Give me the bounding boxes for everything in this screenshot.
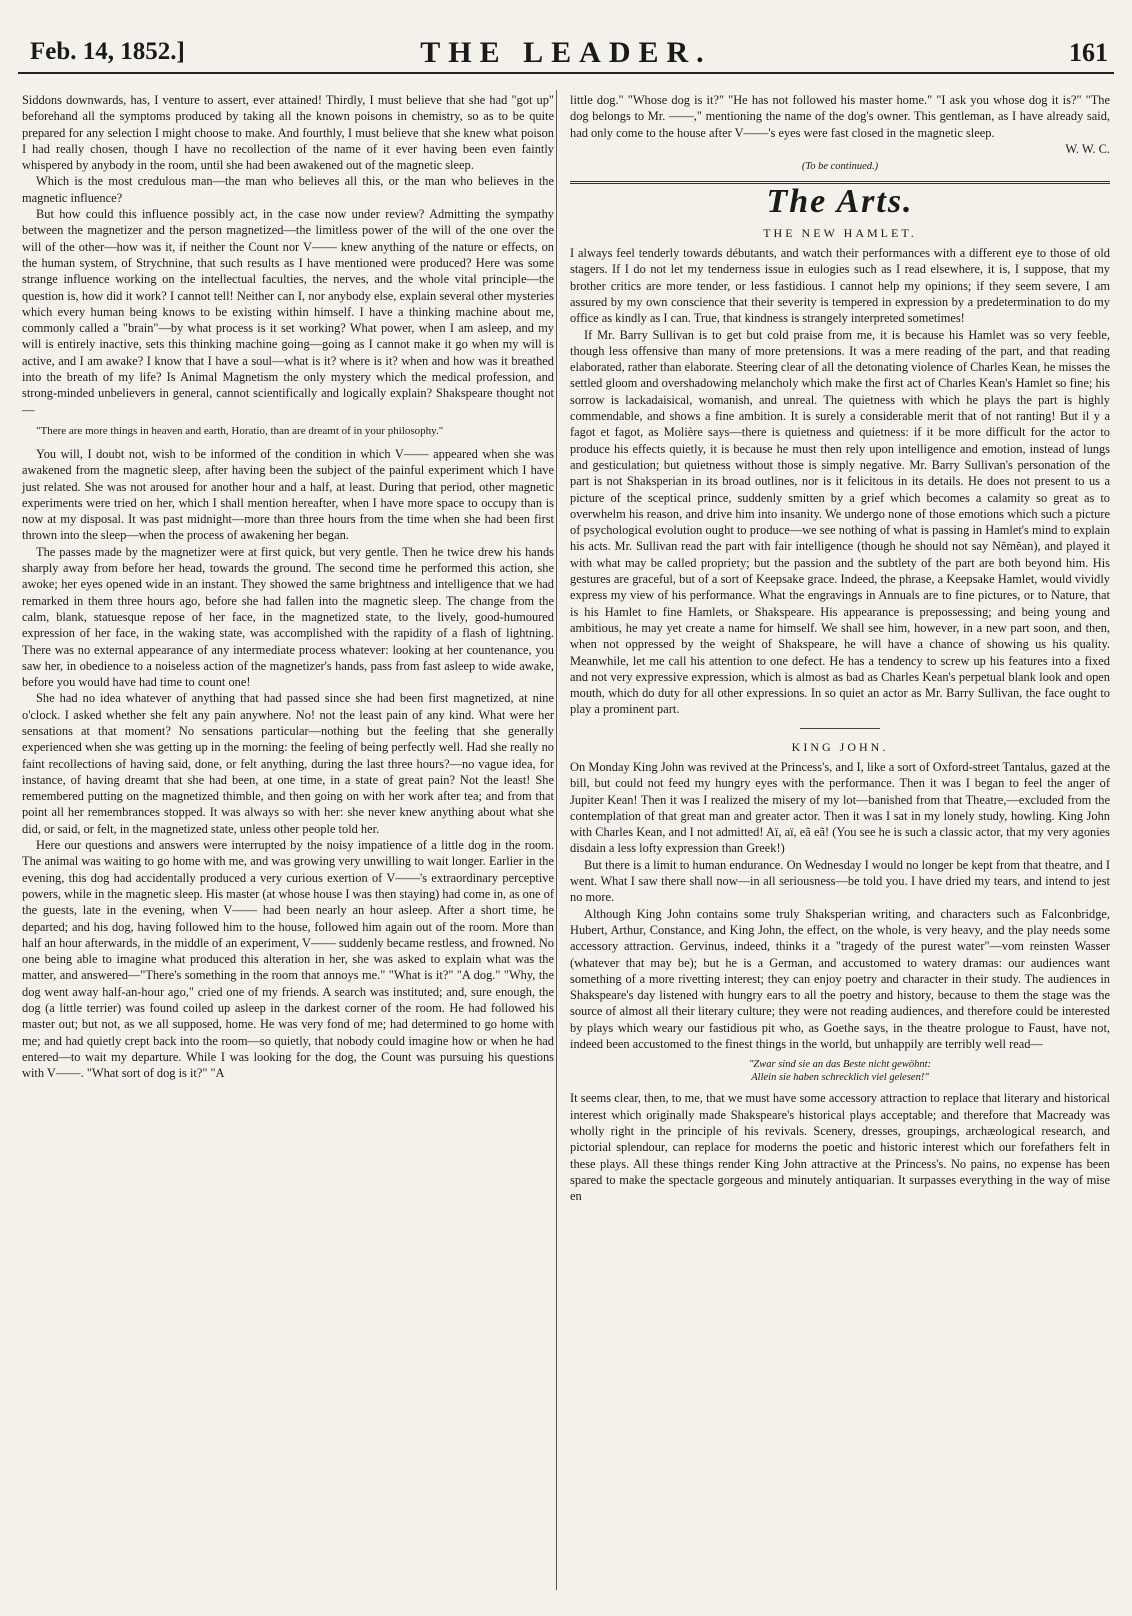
poem-line: Allein sie haben schrecklich viel gelesen!" — [751, 1072, 929, 1084]
section-separator — [800, 728, 880, 729]
review-paragraph: Although King John contains some truly Shaksperian writing, and characters such as Falconbridge, Hubert, Arthur, Constance, and King John, the effect, on the whole, is very heavy, and the play needs some accessory attraction. Gervinus, indeed, thinks it a "tragedy of the purest water"—vom reinsten Wasser (whatever that may be); but he is a German, and accustomed to watery dramas: our audiences want something of a more rivetting interest; they can enjoy poetry and character in their study. The audiences in Shakspeare's day listened with hungry ears to all the poetry and history, because to them the stage was the source of almost all their literary culture; they were not reading audiences, and therefore could be interested by plays which weary our fastidious pit who, as Goethe says, in the theatre prologue to Faust, have not, indeed been accustomed to the finest things in the world, but unhappily are terribly well read— — [570, 906, 1110, 1052]
king-john-heading: KING JOHN. — [791, 739, 889, 754]
article-paragraph: The passes made by the magnetizer were at first quick, but very gentle. Then he twice drew his hands sharply away from before her head, towards the ground. The second time he performed this action, she awoke; her eyes opened wide in an instant. They showed the same brightness and intelligence that we had remarked in them three hours ago, before she had fallen into the magnetic sleep. The change from the calm, blank, statuesque repose of her face, in the magnetized state, to the lively, good-humoured expression of her face, in the waking state, was accomplished with the rapidity of a flash of lightning. There was no external appearance of any intermediate process whatever: looking at her countenance, you saw her, in obedience to a noiseless action of the magnetizer's hands, pass from fast asleep to wide awake, before you would have had time to count one! — [22, 544, 554, 690]
arts-section-heading: The Arts. — [766, 183, 914, 221]
review-paragraph: I always feel tenderly towards débutants, and watch their performances with a different eye to those of old stagers. If I do not let my tenderness issue in eulogies such as I read elsewhere, it is, I suppose, that my brother critics are more tender, or less fastidious. I cannot help my opinions; if they seem severe, I am assured by my own conscience that their severity is tempered in expression by a predetermination to do my office as kindly as I can. True, that kindness is strangely interpreted sometimes! — [570, 246, 1110, 326]
article-paragraph: Which is the most credulous man—the man who believes all this, or the man who believes in the magnetic influence? — [22, 174, 554, 205]
shakespeare-quote: "There are more things in heaven and earth, Horatio, than are dreamt of in your philosophy." — [36, 424, 444, 437]
page-number: 161 — [1069, 38, 1108, 67]
hamlet-heading: THE NEW HAMLET. — [763, 225, 917, 240]
review-paragraph: If Mr. Barry Sullivan is to get but cold praise from me, it is because his Hamlet was so very feeble, though less offensive than many of more pretensions. It was a mere reading of the part, and that reading elaborated, rather than elaborate. Steering clear of all the detonating violence of Charles Kean, he misses the settled gloom and overshadowing melancholy which make the first act of Charles Kean's Hamlet so fine; his sorrow is lackadaisical, womanish, and unreal. The quietness with which he plays the part is highly commendable, and shows a fine ambition. It is surely a considerable merit that of not ranting! But il y a fagot et fagot, as Molière says—there is quietness and quietness: if it be more difficult for the actor to produce his effects quietly, it is because he must then rely upon intelligence and emotion, instead of lungs and gesticulation; but quietness without those is simply negative. Mr. Barry Sullivan's personation of the part is not Shaksperian in its broad outlines, nor is it felicitous in its details. He does not present to us a picture of the sceptical prince, suddenly smitten by a grief which becomes a calamity so great as to overwhelm his reason, and drive him into insanity. We undergo none of those emotions which such a picture of psychological evolution ought to produce—we see nothing of what is passing in Hamlet's mind to explain his acts. Mr. Sullivan read the part with fair intelligence (though he should not say Nĕmĕan), and played it with what may be called propriety; but the passion and the subtlety of the part are both beyond him. His gestures are graceful, but of a sort of Keepsake grace. Indeed, the phrase, a Keepsake Hamlet, would vividly express my view of his performance. What the engravings in Annuals are to fine pictures, or to Nature, that is his Hamlet to fine Hamlets, or Shakspeare. His appearance is prepossessing; and being young and ambitious, he may yet create a name for himself. We shall see him, however, in a new part soon, and then, when not oppressed by the weight of Shakspeare, he will have a chance of showing us his quality. Meanwhile, let me call his attention to one defect. He has a tendency to screw up his features into a fixed and not very expressive expression, which is almost as bad as Charles Kean's perpetual blank look and open mouth, which do duty for all other expressions. In so quiet an actor as Mr. Barry Sullivan, the face ought to play a prominent part. — [570, 327, 1110, 717]
to-be-continued-note: (To be continued.) — [801, 161, 879, 173]
review-paragraph: But there is a limit to human endurance. On Wednesday I would no longer be kept from that theatre, and I went. What I saw there shall now—in all seriousness—be told you. I have dried my tears, and intend to jest no more. — [570, 857, 1110, 905]
goethe-quote — [570, 1058, 1110, 1084]
article-paragraph: Siddons downwards, has, I venture to assert, ever attained! Thirdly, I must believe that she had "got up" beforehand all the symptoms produced by taking all the known poisons in chemistry, so as to be quite prepared for any selection I might choose to make. And fourthly, I must believe that she knew what poison I had really chosen, though I have no recollection of the name of it ever having been even faintly whispered by anybody in the room, until she had been awakened out of the magnetic sleep. — [22, 93, 554, 173]
column-divider — [556, 90, 557, 1590]
right-column — [570, 92, 1110, 1204]
article-paragraph: You will, I doubt not, wish to be informed of the condition in which V—— appeared when she was awakened from the magnetic sleep, after having been the subject of the painful experiment which I have just related. She was not aroused for another hour and a half, at least. During that period, other magnetic experiments were tried on her, which I shall mention hereafter, when I have more space to occupy than is now at my disposal. It was past midnight—more than three hours from the time when she had been first thrown into the sleep—when the process of awakening her began. — [22, 446, 554, 543]
author-signature: W. W. C. — [1065, 141, 1110, 156]
article-paragraph: Here our questions and answers were interrupted by the noisy impatience of a little dog in the room. The animal was waiting to go home with me, and was growing very unwilling to wait longer. Earlier in the evening, this dog had accidentally produced a very curious exertion of V——'s extraordinary perceptive powers, while in the magnetic sleep. His master (at whose house I was then staying) had come in, as one of the guests, late in the evening, when V—— had been nearly an hour asleep. After a short time, he departed; and his dog, having followed him to the house, followed him again out of the room. More than half an hour afterwards, in the middle of an experiment, V—— suddenly became restless, and frowned. No one being able to imagine what produced this alteration in her, she was asked to explain what was the matter, and answered—"There's something in the room that annoys me." "What is it?" "A dog." "Why, the dog went away half-an-hour ago," cried one of my friends. A search was instituted; and, sure enough, the dog (a little terrier) was found coiled up asleep in the darkest corner of the room. He had followed his master out; but not, as we all supposed, home. He was very fond of me; had determined to go home with me; and had quietly crept back into the room—so quietly, that nobody could imagine how or when he had entered—to wait my departure. While I was looking for the dog, the Count was pursuing his questions with V——. "What sort of dog is it?" "A — [22, 838, 554, 1081]
poem-line: "Zwar sind sie an das Beste nicht gewöhnt: — [748, 1059, 932, 1071]
review-paragraph: On Monday King John was revived at the Princess's, and I, like a sort of Oxford-street Tantalus, gazed at the bill, but could not feed my hungry eyes with the performance. Then it was I began to feel the anger of Jupiter Kean! Then it was I realized the misery of my lot—banished from that Theatre,—excluded from the contemplation of that great man and greater actor. Then it was I sat in my lonely study, howling. King John with Charles Kean, and I not admitted! Aï, aï, eã eã! (You see he is such a classic actor, that my very agonies disdain a less lofty expression than Greek!) — [570, 759, 1110, 856]
article-paragraph: But how could this influence possibly act, in the case now under review? Admitting the sympathy between the magnetizer and the person magnetized—the limitless power of the will of the one over the will of the other—how was it, if neither the Count nor V—— knew anything of the nature or effects, on the human system, of Strychnine, that such results as I have mentioned were produced? Here was some strange influence working on the intellectual faculties, the nerves, and the whole vital principle—the question is, how did it work? I cannot tell! Neither can I, nor anybody else, explain several other mysteries which every human being knows to be existing within himself. I have a thinking machine about me, commonly called a "brain"—by what process is it set working? What power, when I am asleep, and my will is entirely inactive, sets this thinking machine going—going as I cannot make it go when my will is active, and I am awake? I know that I have a soul—what is it? where is it? when and how was it breathed into the breath of my life? Is Animal Magnetism the only mystery which the medical profession, and strong-minded unbelievers in general, cannot scientifically and logically explain? Shakspeare thought not— — [22, 207, 554, 417]
article-paragraph: She had no idea whatever of anything that had passed since she had been first magnetized, at nine o'clock. I asked whether she felt any pain anywhere. No! not the least pain of any kind. What were her sensations at that moment? No sensations particular—nothing but the feeling that she generally experienced when she was getting up in the morning: the feeling of being perfectly well. Had she really no faint recollections of having said, done, or felt anything, during the last three hours?—no vague idea, for instance, of having dreamt that she had been, at one time, in a state of great pain? Not the least! She remembered putting on the magnetized thimble, and then going on with her work after tea; and from that point all her remembrances stopped. It was always so with her: she never knew anything about what she did, or said, or felt, in the magnetized state, unless other people told her. — [22, 691, 554, 836]
review-paragraph: It seems clear, then, to me, that we must have some accessory attraction to replace that literary and historical interest which originally made Shakspeare's historical plays acceptable; and therefore that Macready was wholly right in the principle of his revivals. Scenery, dresses, groupings, archæological research, and pictorial splendour, can replace for moderns the poetic and historic interest which our forefathers felt in these plays. All these things render King John attractive at the Princess's. No pains, no expense has been spared to make the spectacle gorgeous and minutely antiquarian. It surpasses everything in the way of mise en — [570, 1091, 1110, 1204]
issue-date: Feb. 14, 1852.] — [30, 38, 185, 65]
article-continuation: little dog." "Whose dog is it?" "He has not followed his master home." "I ask you whose dog it is?" "The dog belongs to Mr. ——," mentioning the name of the dog's owner. This gentleman, as I have already said, had only come to the house after V——'s eyes were fast closed in the magnetic sleep. — [570, 93, 1110, 140]
newspaper-title: THE LEADER. — [420, 36, 712, 69]
masthead — [18, 34, 1114, 74]
left-column — [22, 92, 554, 1082]
